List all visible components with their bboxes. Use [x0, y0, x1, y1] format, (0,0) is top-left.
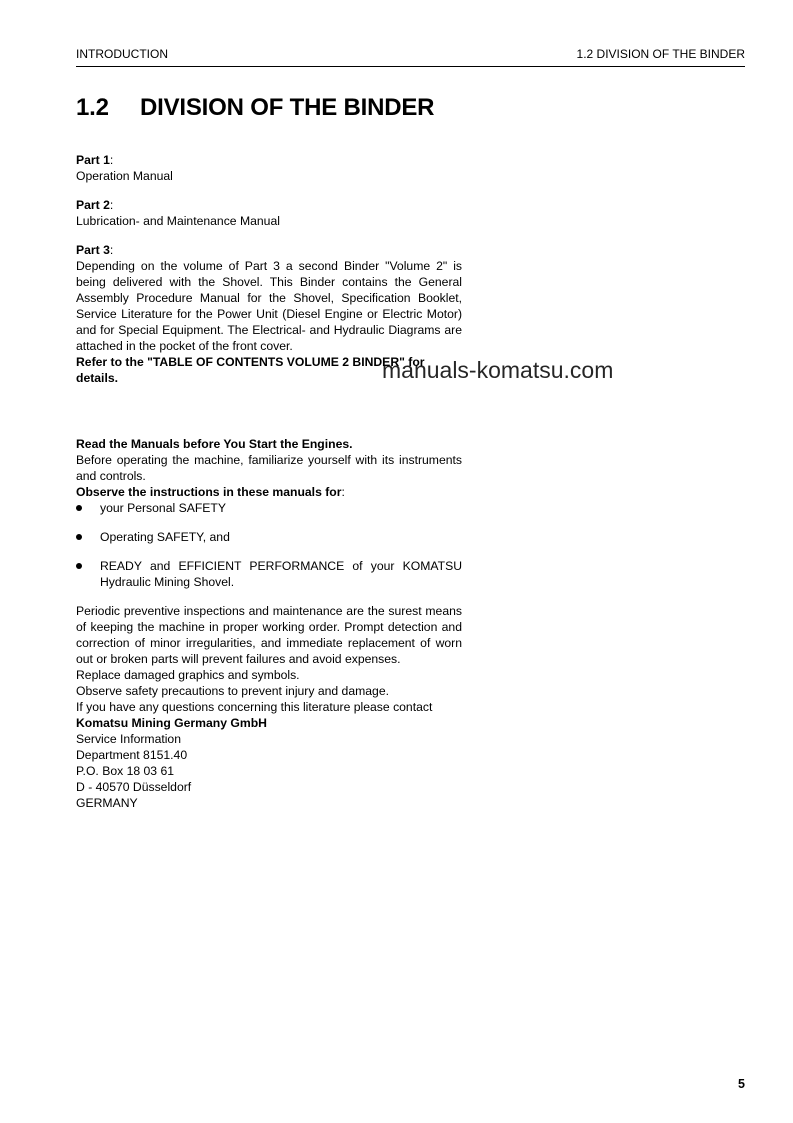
- address-line: Service Information: [76, 732, 181, 746]
- part-3: [76, 242, 462, 354]
- header-divider: [76, 66, 745, 67]
- list-item: [76, 558, 462, 590]
- running-header-left: INTRODUCTION: [76, 47, 168, 61]
- observe-heading-text: Observe the instructions in these manuals for: [76, 485, 342, 499]
- address-line: Department 8151.40: [76, 748, 188, 762]
- paragraph: Replace damaged graphics and symbols.: [76, 668, 300, 682]
- part-colon: :: [109, 153, 114, 167]
- part-colon: :: [109, 243, 114, 257]
- part-text: Operation Manual: [76, 169, 173, 183]
- paragraph: Periodic preventive inspections and maintenance are the surest means of keeping the machine in proper working order. Prompt detection and correction of minor irregularities, and immediate replacement of worn out or broken parts will prevent failures and avoid expenses.: [76, 604, 462, 666]
- bullet-icon: [76, 505, 82, 511]
- part-colon: :: [109, 198, 114, 212]
- list-item-text: READY and EFFICIENT PERFORMANCE of your KOMATSU Hydraulic Mining Shovel.: [100, 559, 462, 589]
- part-label: Part 2: [76, 198, 110, 212]
- watermark: manuals-komatsu.com: [382, 357, 614, 383]
- address-line: P.O. Box 18 03 61: [76, 764, 175, 778]
- address-line: D - 40570 Düsseldorf: [76, 780, 192, 794]
- list-item-text: your Personal SAFETY: [100, 501, 226, 515]
- section-heading: [76, 94, 434, 122]
- part-text: Lubrication- and Maintenance Manual: [76, 214, 280, 228]
- list-item: [76, 500, 462, 516]
- paragraph: Observe safety precautions to prevent injury and damage.: [76, 684, 389, 698]
- observe-heading-colon: :: [341, 485, 345, 499]
- part-1: [76, 152, 462, 184]
- reference-note: Refer to the "TABLE OF CONTENTS VOLUME 2 BINDER" for details.: [76, 355, 425, 385]
- observe-heading: [76, 484, 462, 500]
- part-text: Depending on the volume of Part 3 a second Binder "Volume 2" is being delivered with the Shovel. This Binder contains the General Assembly Procedure Manual for the Shovel, Specification Booklet, Service Literature for the Power Unit (Diesel Engine or Electric Motor) and for Special Equipment. The Electrical- and Hydraulic Diagrams are attached in the pocket of the front cover.: [76, 259, 462, 353]
- paragraph: If you have any questions concerning this literature please contact: [76, 700, 433, 714]
- part-2: [76, 197, 462, 229]
- main-content: [76, 152, 462, 811]
- part-label: Part 3: [76, 243, 110, 257]
- before-operating-text: Before operating the machine, familiarize yourself with its instruments and controls.: [76, 453, 462, 483]
- section-number: 1.2: [76, 94, 109, 121]
- address-line: GERMANY: [76, 796, 138, 810]
- list-item-text: Operating SAFETY, and: [100, 530, 230, 544]
- bullet-icon: [76, 563, 82, 569]
- running-header-right: 1.2 DIVISION OF THE BINDER: [576, 47, 745, 61]
- list-item: [76, 529, 462, 545]
- company-name: Komatsu Mining Germany GmbH: [76, 716, 267, 730]
- bullet-icon: [76, 534, 82, 540]
- address-block: [76, 731, 462, 811]
- section-title: DIVISION OF THE BINDER: [140, 94, 435, 121]
- bullet-list: [76, 500, 462, 590]
- page-number: 5: [738, 1077, 745, 1091]
- read-manuals-heading: Read the Manuals before You Start the Engines.: [76, 437, 353, 451]
- part-label: Part 1: [76, 153, 110, 167]
